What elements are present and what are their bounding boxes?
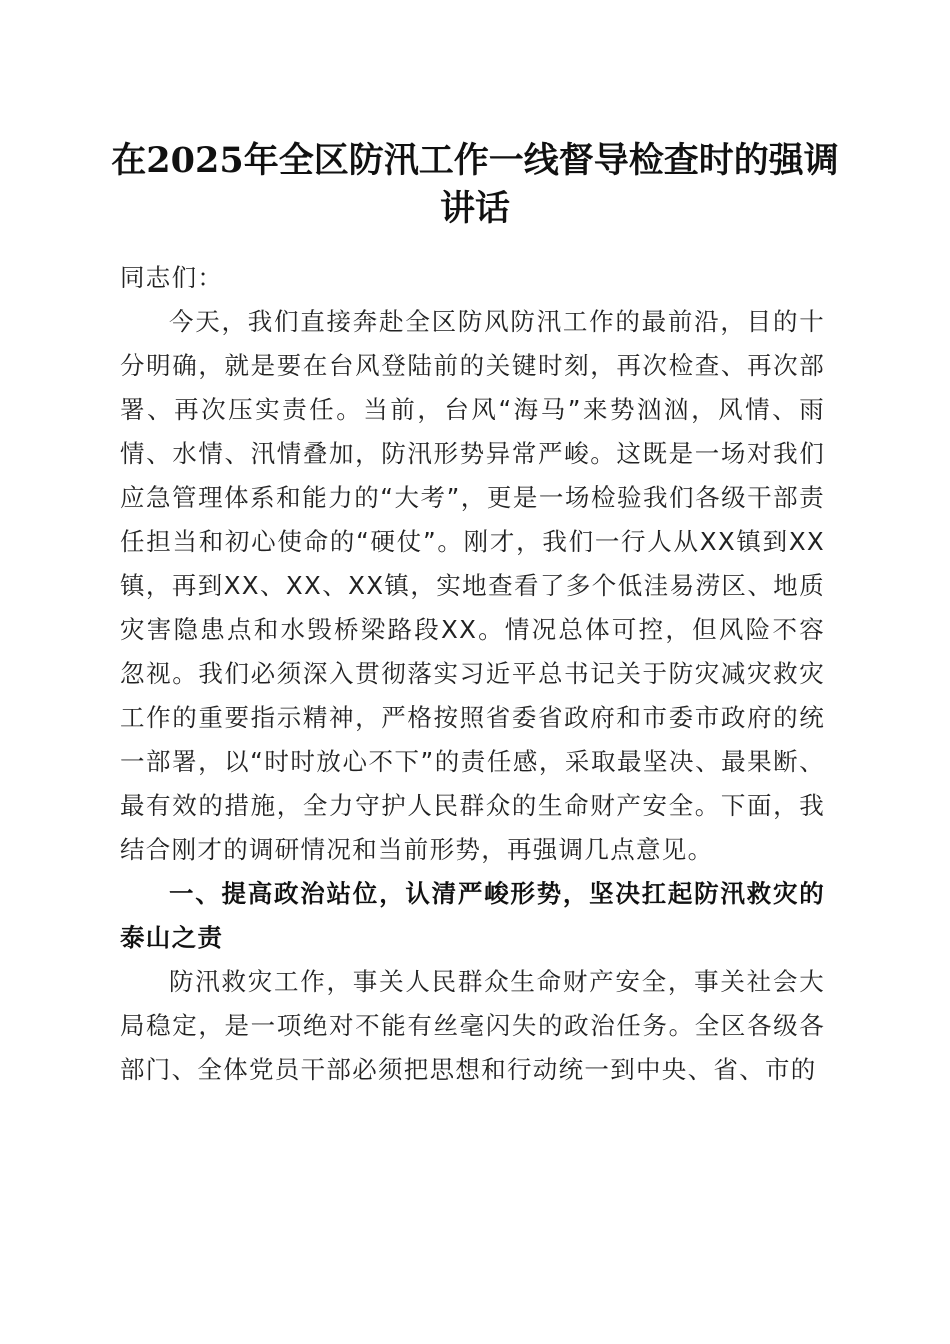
- opening-paragraph: 今天，我们直接奔赴全区防风防汛工作的最前沿，目的十分明确，就是要在台风登陆前的关键时刻，再次检查、再次部署、再次压实责任。当前，台风“海马”来势汹汹，风情、雨情、水情、汛情叠加，防汛形势异常严峻。这既是一场对我们应急管理体系和能力的“大考”，更是一场检验我们各级干部责任担当和初心使命的“硬仗”。刚才，我们一行人从XX镇到XX镇，再到XX、XX、XX镇，实地查看了多个低洼易涝区、地质灾害隐患点和水毁桥梁路段XX。情况总体可控，但风险不容忽视。我们必须深入贯彻落实习近平总书记关于防灾减灾救灾工作的重要指示精神，严格按照省委省政府和市委市政府的统一部署，以“时时放心不下”的责任感，采取最坚决、最果断、最有效的措施，全力守护人民群众的生命财产安全。下面，我结合刚才的调研情况和当前形势，再强调几点意见。: [120, 307, 825, 864]
- salutation: 同志们：: [120, 263, 224, 292]
- document-title: 在2025年全区防汛工作一线督导检查时的强调讲话: [111, 140, 839, 229]
- section-paragraph-1: 防汛救灾工作，事关人民群众生命财产安全，事关社会大局稳定，是一项绝对不能有丝毫闪失的政治任务。全区各级各部门、全体党员干部必须把思想和行动统一到中央、省、市的: [120, 967, 825, 1084]
- document-body: [120, 256, 825, 1092]
- section-heading-1: 一、提高政治站位，认清严峻形势，坚决扛起防汛救灾的泰山之责: [120, 879, 825, 952]
